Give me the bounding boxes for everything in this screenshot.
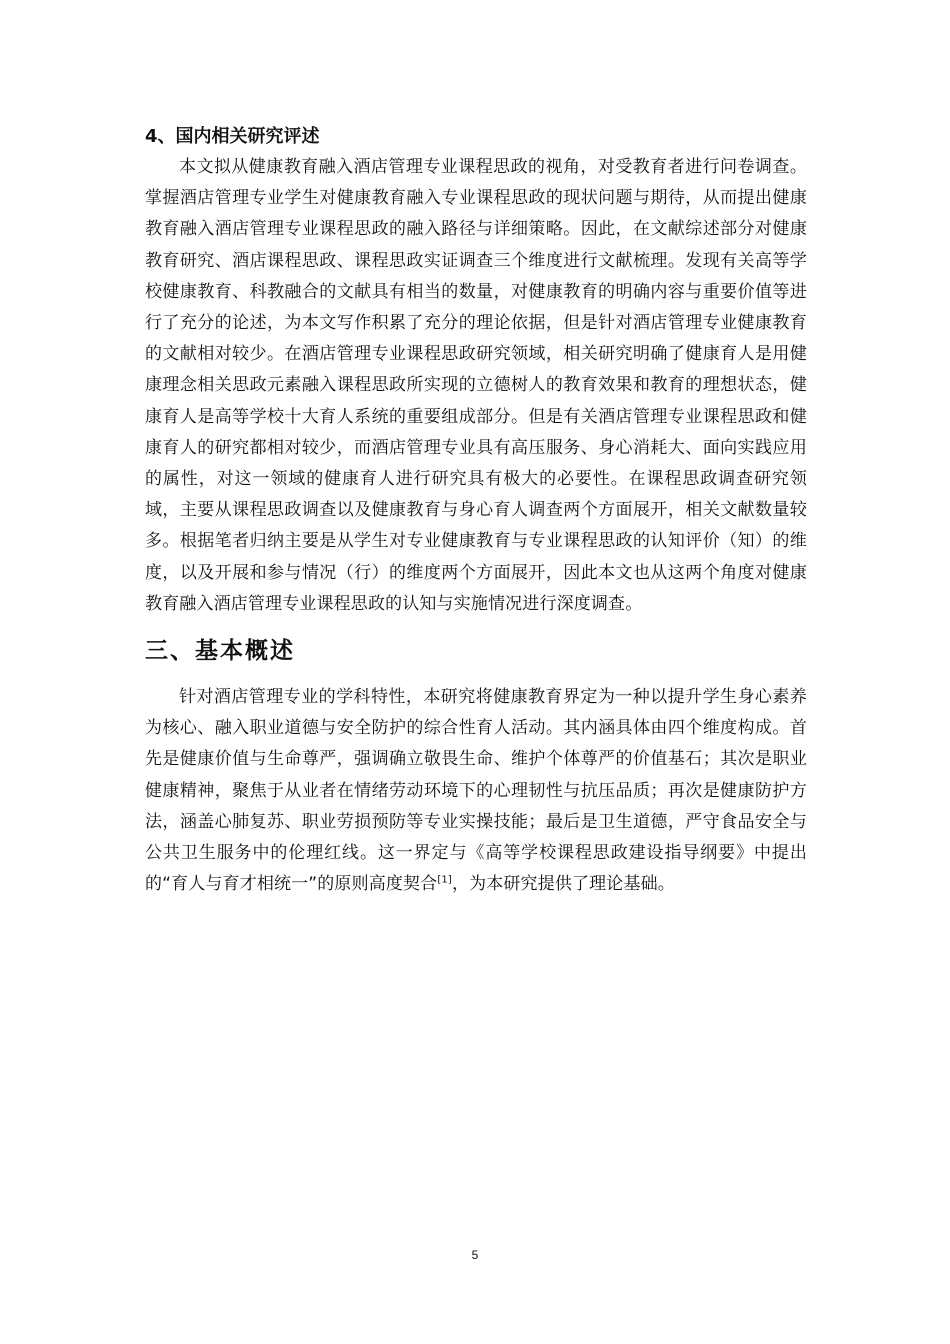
paragraph-literature-review: 本文拟从健康教育融入酒店管理专业课程思政的视角，对受教育者进行问卷调查。掌握酒店管理专业学生对健康教育融入专业课程思政的现状问题与期待，从而提出健康教育融入酒店管理专业课程思政的融入路径与详细策略。因此，在文献综述部分对健康教育研究、酒店课程思政、课程思政实证调查三个维度进行文献梳理。发现有关高等学校健康教育、科教融合的文献具有相当的数量，对健康教育的明确内容与重要价值等进行了充分的论述，为本文写作积累了充分的理论依据，但是针对酒店管理专业健康教育的文献相对较少。在酒店管理专业课程思政研究领域，相关研究明确了健康育人是用健康理念相关思政元素融入课程思政所实现的立德树人的教育效果和教育的理想状态，健康育人是高等学校十大育人系统的重要组成部分。但是有关酒店管理专业课程思政和健康育人的研究都相对较少，而酒店管理专业具有高压服务、身心消耗大、面向实践应用的属性，对这一领域的健康育人进行研究具有极大的必要性。在课程思政调查研究领域，主要从课程思政调查以及健康教育与身心育人调查两个方面展开，相关文献数量较多。根据笔者归纳主要是从学生对专业健康教育与专业课程思政的认知评价（知）的维度，以及开展和参与情况（行）的维度两个方面展开，因此本文也从这两个角度对健康教育融入酒店管理专业课程思政的认知与实施情况进行深度调查。: [145, 157, 807, 614]
page-number: 5: [471, 1248, 479, 1262]
subsection-heading-4: 4、国内相关研究评述: [145, 126, 320, 147]
paragraph-basic-overview-text: 针对酒店管理专业的学科特性，本研究将健康教育界定为一种以提升学生身心素养为核心、融入职业道德与安全防护的综合性育人活动。其内涵具体由四个维度构成。首先是健康价值与生命尊严，强调确立敬畏生命、维护个体尊严的价值基石；其次是职业健康精神，聚焦于从业者在情绪劳动环境下的心理韧性与抗压品质；再次是健康防护方法，涵盖心肺复苏、职业劳损预防等专业实操技能；最后是卫生道德，严守食品安全与公共卫生服务中的伦理红线。这一界定与《高等学校课程思政建设指导纲要》中提出的“育人与育才相统一”的原则高度契合: [145, 687, 807, 895]
page-content: [145, 124, 807, 900]
citation-reference[interactable]: [1]: [437, 874, 452, 886]
section-heading-3: 三、基本概述: [145, 638, 295, 665]
paragraph-basic-overview-tail: ，为本研究提供了理论基础。: [451, 874, 675, 895]
paragraph-basic-overview: [145, 682, 807, 900]
